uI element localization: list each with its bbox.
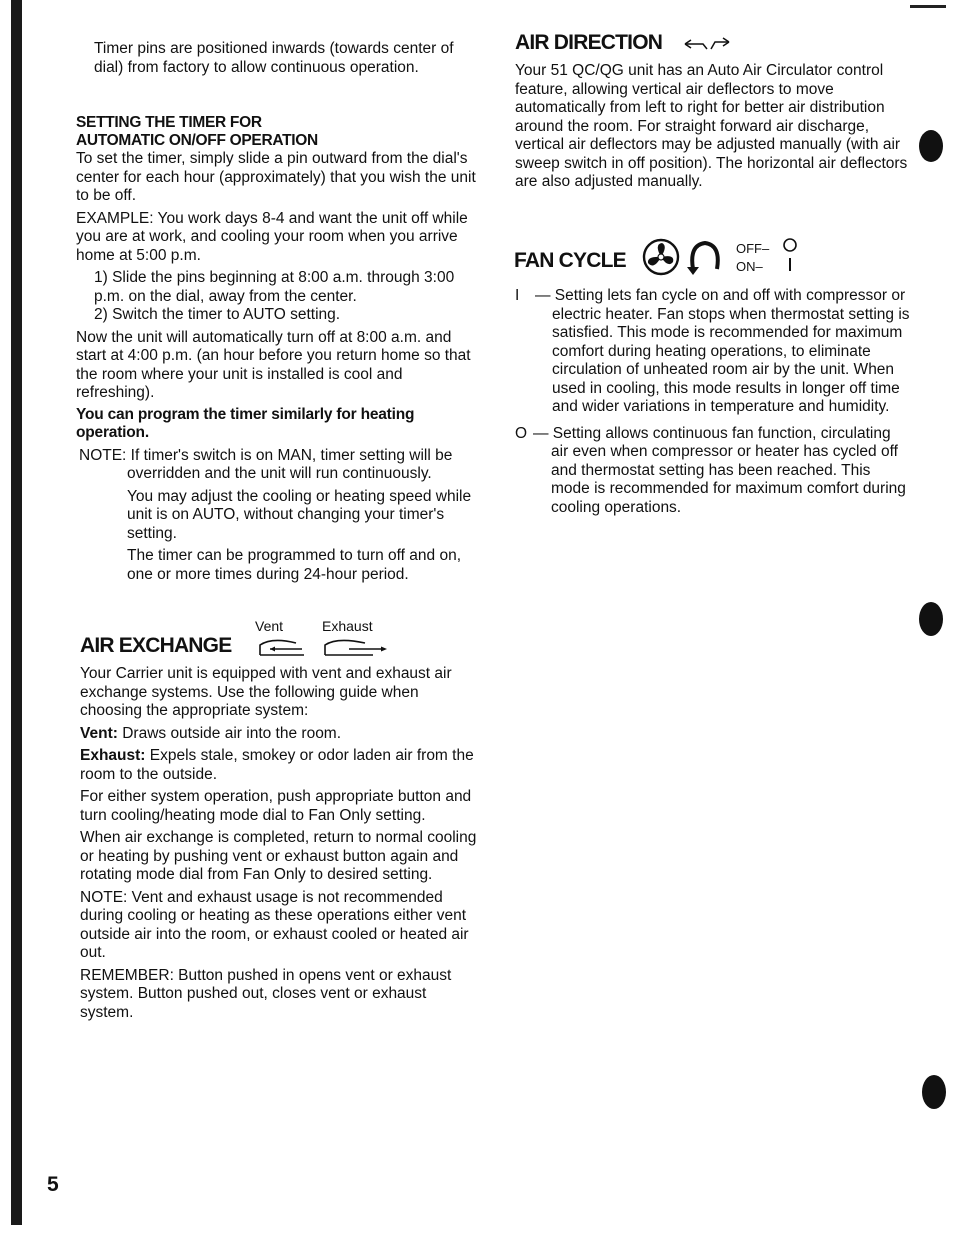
vent-icon <box>258 635 308 657</box>
punch-hole-3 <box>922 1075 946 1109</box>
timer-step-1: 1) Slide the pins beginning at 8:00 a.m. through 3:00 p.m. on the dial, away from the center. <box>94 269 455 305</box>
ae-paragraph-1: Your Carrier unit is equipped with vent and exhaust air exchange systems. Use the following guide when choosing the appropriate system: <box>80 665 452 719</box>
ae-paragraph-3: When air exchange is completed, return to normal cooling or heating by pushing vent or exhaust button again and rotating mode dial from Fan Only to desired setting. <box>80 829 477 883</box>
fan-cycle-text-i: — Setting lets fan cycle on and off with compressor or electric heater. Fan stops when thermostat setting is satisfied. This mode is recommended for maximum comfort during heating operations, to eliminate circulation of unheated room air by the unit. When used in cooling, this mode results in longer off time and wider variations in temperature and humidity. <box>535 287 910 415</box>
air-direction-body <box>515 62 910 192</box>
exhaust-term: Exhaust: <box>80 747 146 764</box>
air-direction-arrows-icon <box>681 36 733 54</box>
air-direction-paragraph: Your 51 QC/QG unit has an Auto Air Circulator control feature, allowing vertical air deflectors to move automatically from left to right for better air distribution around the room. For straight forward air discharge, vertical air deflectors may be adjusted manually (with air sweep switch in off position). The horizontal air deflectors are also adjusted manually. <box>515 62 908 190</box>
page-number: 5 <box>47 1173 59 1196</box>
off-on-symbols-icon <box>780 236 800 274</box>
punch-hole-2 <box>919 602 943 636</box>
note-lead: NOTE: If timer's switch is on MAN, timer setting will be <box>79 446 453 464</box>
note-continuation: overridden and the unit will run continuously. <box>127 465 432 482</box>
left-column <box>76 40 481 584</box>
timer-bold-note: You can program the timer similarly for heating operation. <box>76 405 415 441</box>
ae-remember: REMEMBER: Button pushed in opens vent or exhaust system. Button pushed out, closes vent or exhaust system. <box>80 966 452 1021</box>
fan-cycle-icon <box>685 237 725 277</box>
fan-cycle-item-off <box>515 425 910 518</box>
corner-mark <box>910 5 946 8</box>
vent-term: Vent: <box>80 724 118 742</box>
exhaust-icon <box>323 635 389 657</box>
ae-paragraph-2: For either system operation, push appropriate button and turn cooling/heating mode dial to Fan Only setting. <box>80 788 472 824</box>
air-exchange-body <box>80 665 480 1022</box>
exhaust-desc: Expels stale, smokey or odor laden air from the room to the outside. <box>80 747 474 783</box>
timer-heading-line2: AUTOMATIC ON/OFF OPERATION <box>76 132 318 149</box>
note-paragraph-3: The timer can be programmed to turn off and on, one or more times during 24-hour period. <box>127 547 462 583</box>
timer-heading-line1: SETTING THE TIMER FOR <box>76 114 262 131</box>
fan-cycle-text-o: — Setting allows continuous fan function, circulating air even when compressor or heater has cycled off and thermostat setting has been reached. This mode is recommended for maximum comfort during cooling operations. <box>533 424 906 516</box>
vent-definition <box>80 725 480 744</box>
fan-cycle-heading: FAN CYCLE <box>514 249 626 272</box>
timer-example: EXAMPLE: You work days 8-4 and want the unit off while you are at work, and cooling your room when you arrive home at 5:00 p.m. <box>76 209 468 264</box>
on-label: ON– <box>736 259 763 274</box>
fan-cycle-body <box>515 287 910 517</box>
timer-intro: Timer pins are positioned inwards (towards center of dial) from factory to allow continuous operation. <box>94 40 454 76</box>
fan-cycle-key-i: I <box>515 287 520 304</box>
fan-cycle-item-on <box>515 287 910 417</box>
punch-hole-1 <box>919 130 943 162</box>
timer-step-2: 2) Switch the timer to AUTO setting. <box>94 306 341 323</box>
vent-label: Vent <box>255 618 284 634</box>
note-paragraph-2: You may adjust the cooling or heating speed while unit is on AUTO, without changing your timer's setting. <box>127 487 472 542</box>
air-exchange-heading: AIR EXCHANGE <box>80 634 232 657</box>
vent-desc: Draws outside air into the room. <box>117 724 342 742</box>
fan-cycle-key-o: O <box>515 424 528 442</box>
fan-icon <box>642 238 680 276</box>
off-label: OFF– <box>736 241 770 256</box>
timer-paragraph-2: Now the unit will automatically turn off at 8:00 a.m. and start at 4:00 p.m. (an hour before you return home so that the room where your unit is installed is cool and refreshing). <box>76 328 471 401</box>
air-direction-heading: AIR DIRECTION <box>515 31 663 54</box>
page-edge-bar <box>11 0 22 1225</box>
exhaust-label: Exhaust <box>322 618 373 634</box>
ae-note: NOTE: Vent and exhaust usage is not recommended during cooling or heating as these operations either vent outside air into the room, or exhaust cooled or heated air out. <box>80 888 469 961</box>
timer-paragraph-1: To set the timer, simply slide a pin outward from the dial's center for each hour (approximately) that you wish the unit to be off. <box>76 150 476 204</box>
exhaust-definition <box>80 747 480 784</box>
